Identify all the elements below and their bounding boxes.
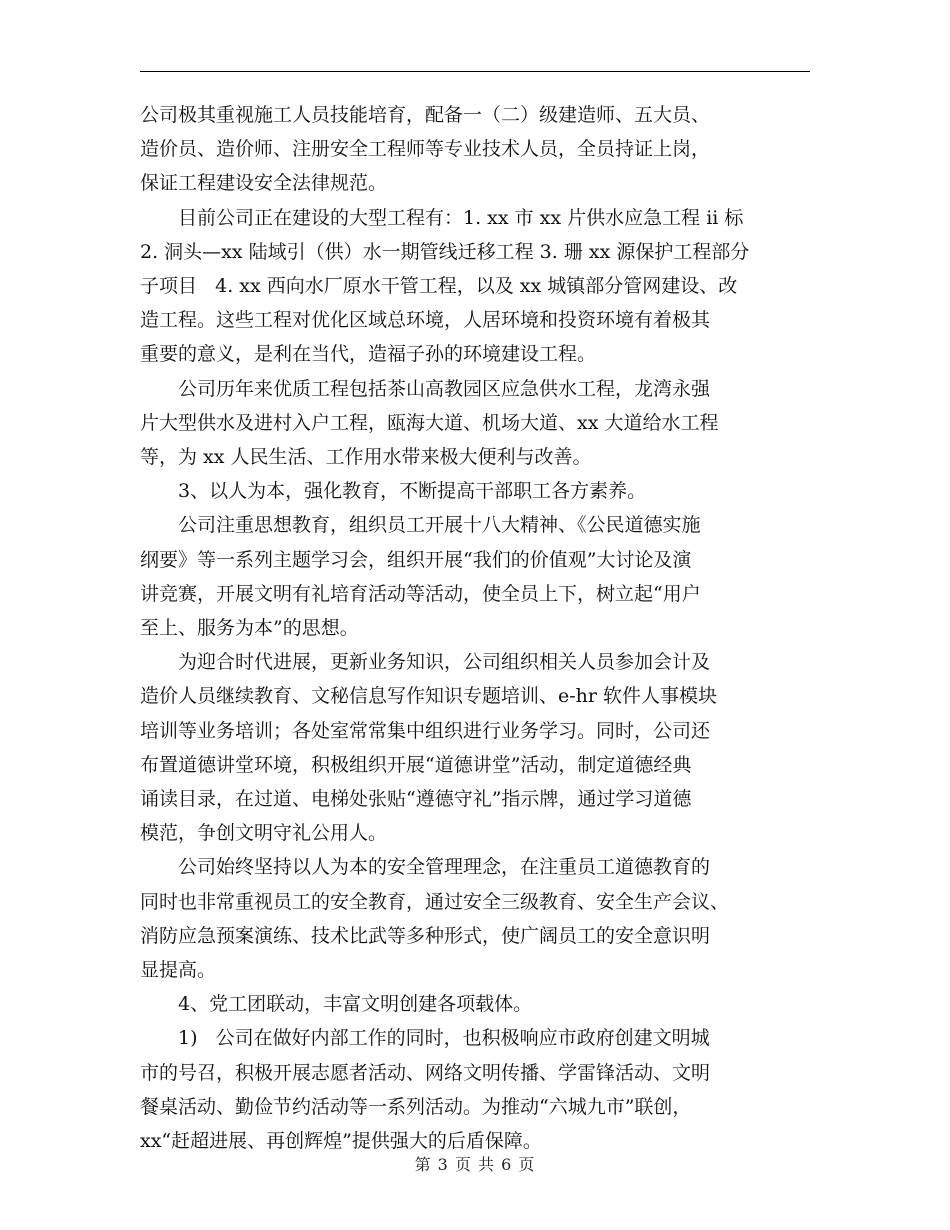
paragraph [140, 98, 812, 201]
document-body [140, 98, 812, 1158]
text-line: 诵读目录，在过道、电梯处张贴“遵德守礼”指示牌，通过学习道德 [140, 788, 692, 811]
paragraph [140, 1021, 812, 1158]
paragraph [140, 372, 812, 475]
text-line: 纲要》等一系列主题学习会，组织开展“我们的价值观”大讨论及演 [140, 548, 692, 571]
paragraph [140, 201, 812, 372]
text-line: 讲竞赛，开展文明有礼培育活动等活动，使全员上下，树立起“用户 [140, 582, 701, 605]
paragraph [140, 645, 812, 850]
text-line: 消防应急预案演练、技术比武等多种形式，使广阔员工的安全意识明 [140, 924, 711, 947]
text-line: 模范，争创文明守礼公用人。 [140, 822, 388, 845]
text-line: 培训等业务培训；各处室常常集中组织进行业务学习。同时，公司还 [140, 719, 711, 742]
text-line: 公司极其重视施工人员技能培育，配备一（二）级建造师、五大员、 [140, 104, 711, 126]
text-line: xx“赶超进展、再创辉煌”提供强大的后盾保障。 [140, 1130, 542, 1153]
paragraph [140, 850, 812, 987]
text-line: 保证工程建设安全法律规范。 [140, 172, 388, 195]
text-line: 片大型供水及进村入户工程，瓯海大道、机场大道、xx 大道给水工程 [140, 411, 719, 434]
text-line: 公司注重思想教育，组织员工开展十八大精神、《公民道德实施 [178, 514, 701, 537]
text-line: 显提高。 [140, 959, 217, 982]
text-line: 子项目 4. xx 西向水厂原水干管工程，以及 xx 城镇部分管网建设、改 [140, 275, 738, 298]
text-line: 造价员、造价师、注册安全工程师等专业技术人员，全员持证上岗， [140, 138, 711, 161]
text-line: 目前公司正在建设的大型工程有：1. xx 市 xx 片供水应急工程 ii 标 [178, 206, 744, 229]
text-line: 至上、服务为本”的思想。 [140, 617, 359, 640]
text-line: 公司历年来优质工程包括茶山高教园区应急供水工程，龙湾永强 [178, 377, 711, 400]
text-line: 市的号召，积极开展志愿者活动、网络文明传播、学雷锋活动、文明 [140, 1061, 711, 1084]
text-line: 等，为 xx 人民生活、工作用水带来极大便利与改善。 [140, 446, 592, 469]
text-line: 公司始终坚持以人为本的安全管理理念，在注重员工道德教育的 [178, 856, 711, 879]
text-line: 造价人员继续教育、文秘信息写作知识专题培训、e-hr 软件人事模块 [140, 685, 718, 708]
page-number: 第 3 页 共 6 页 [414, 1155, 536, 1174]
text-line: 同时也非常重视员工的安全教育，通过安全三级教育、安全生产会议、 [140, 890, 730, 913]
text-line: 1) 公司在做好内部工作的同时，也积极响应市政府创建文明城 [178, 1027, 710, 1050]
text-line: 造工程。这些工程对优化区域总环境，人居环境和投资环境有着极其 [140, 309, 711, 332]
text-line: 4、党工团联动，丰富文明创建各项载体。 [178, 993, 533, 1016]
text-line: 餐桌活动、勤俭节约活动等一系列活动。为推动“六城九市”联创， [140, 1095, 692, 1118]
text-line: 重要的意义，是利在当代，造福子孙的环境建设工程。 [140, 343, 597, 366]
paragraph [140, 987, 812, 1021]
text-line: 2. 洞头—xx 陆域引（供）水一期管线迁移工程 3. 珊 xx 源保护工程部分 [140, 240, 750, 263]
text-line: 3、以人为本，强化教育，不断提高干部职工各方素养。 [178, 480, 647, 503]
paragraph [140, 474, 812, 508]
header-rule [140, 71, 810, 72]
page-footer [0, 1152, 950, 1175]
text-line: 布置道德讲堂环境，积极组织开展“道德讲堂”活动，制定道德经典 [140, 753, 692, 776]
paragraph [140, 508, 812, 645]
text-line: 为迎合时代进展，更新业务知识，公司组织相关人员参加会计及 [178, 651, 711, 674]
